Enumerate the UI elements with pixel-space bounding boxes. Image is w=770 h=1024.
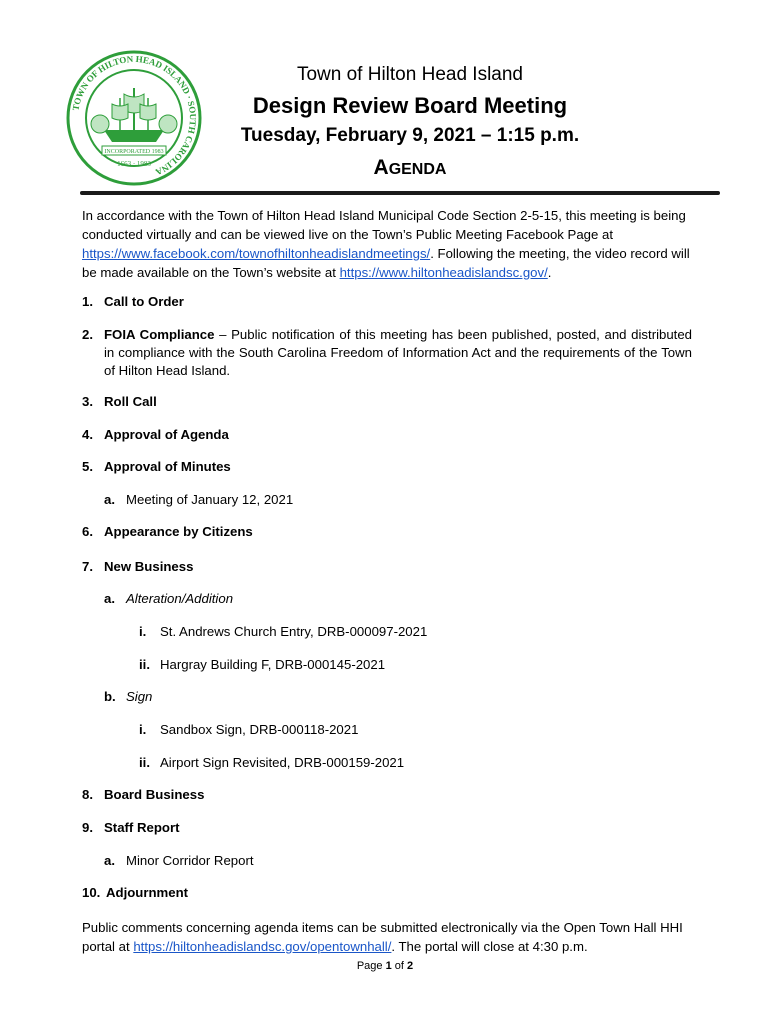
- agenda-item-7a-ii: [139, 656, 385, 674]
- item-label: Airport Sign Revisited, DRB-000159-2021: [160, 755, 405, 770]
- town-seal-icon: [64, 48, 204, 188]
- intro-text-1: In accordance with the Town of Hilton Head Island Municipal Code Section 2-5-15, this meeting is being conducted virtually and can be viewed live on the Town’s Public Meeting Facebook Page at: [82, 208, 686, 242]
- seal-banner: INCORPORATED 1983: [104, 149, 164, 155]
- agenda-item-9: [82, 819, 179, 837]
- item-label: Sign: [126, 689, 153, 704]
- agenda-item-7b: [104, 688, 152, 706]
- item-label: Adjournment: [106, 885, 189, 900]
- agenda-item-5a: [104, 491, 293, 509]
- header-divider: [80, 191, 720, 195]
- seal-ring-text: TOWN OF HILTON HEAD ISLAND · SOUTH CAROLINA: [70, 53, 199, 178]
- item-label: Roll Call: [104, 394, 157, 409]
- agenda-item-10: [82, 884, 188, 902]
- intro-paragraph: [82, 206, 702, 282]
- intro-text-2: . Following the meeting, the video record will be made available on the Town’s website at: [82, 246, 690, 280]
- item-number: i.: [139, 624, 147, 639]
- agenda-item-7a-i: [139, 623, 427, 641]
- agenda-item-6: [82, 523, 253, 541]
- item-label: Minor Corridor Report: [126, 853, 254, 868]
- agenda-item-8: [82, 786, 204, 804]
- item-number: 4.: [82, 427, 93, 442]
- item-label: Alteration/Addition: [126, 591, 234, 606]
- item-number: 1.: [82, 294, 93, 309]
- town-seal: [64, 48, 204, 188]
- footer-text-1: Public comments concerning agenda items can be submitted electronically via the Open Town Hall HHI portal at: [82, 920, 683, 954]
- item-label: St. Andrews Church Entry, DRB-000097-2021: [160, 624, 428, 639]
- item-label: FOIA Compliance: [104, 327, 215, 342]
- item-label: Approval of Agenda: [104, 427, 229, 442]
- agenda-item-7b-i: [139, 721, 358, 739]
- agenda-item-7: [82, 558, 193, 576]
- item-number: 10.: [82, 885, 101, 900]
- page-total: 2: [407, 960, 414, 972]
- agenda-cap: A: [373, 156, 389, 179]
- item-number: a.: [104, 492, 115, 507]
- agenda-item-7b-ii: [139, 754, 404, 772]
- item-number: b.: [104, 689, 116, 704]
- page-number: [0, 960, 770, 972]
- item-label: Appearance by Citizens: [104, 524, 253, 539]
- item-number: a.: [104, 853, 115, 868]
- agenda-item-3: [82, 393, 157, 411]
- intro-text-3: .: [547, 265, 552, 280]
- page-of: of: [391, 960, 408, 972]
- agenda-heading: [200, 156, 620, 180]
- item-number: 3.: [82, 394, 93, 409]
- public-comment-paragraph: [82, 918, 702, 956]
- item-label: Staff Report: [104, 820, 180, 835]
- agenda-item-7a: [104, 590, 233, 608]
- meeting-title: Design Review Board Meeting: [252, 93, 568, 118]
- item-label: New Business: [104, 559, 194, 574]
- item-label: Hargray Building F, DRB-000145-2021: [160, 657, 386, 672]
- item-body: – Public notification of this meeting has been published, posted, and distributed in compliance with the South Carolina Freedom of Information Act and the requirements of the Town of Hilton Head Island.: [104, 327, 693, 378]
- item-number: 2.: [82, 327, 93, 342]
- agenda-item-1: [82, 293, 184, 311]
- seal-dates: 1663 · 1983: [117, 160, 151, 168]
- item-label: Sandbox Sign, DRB-000118-2021: [160, 722, 359, 737]
- page-prefix: Page: [356, 960, 386, 972]
- facebook-link[interactable]: https://www.facebook.com/townofhiltonheadislandmeetings/: [82, 246, 431, 261]
- item-number: 9.: [82, 820, 93, 835]
- item-label: Approval of Minutes: [104, 459, 231, 474]
- item-number: ii.: [139, 657, 150, 672]
- open-town-hall-link[interactable]: https://hiltonheadislandsc.gov/opentownhall/: [133, 939, 392, 954]
- item-number: a.: [104, 591, 115, 606]
- footer-text-2: . The portal will close at 4:30 p.m.: [391, 939, 588, 954]
- agenda-item-4: [82, 426, 229, 444]
- item-number: ii.: [139, 755, 150, 770]
- website-link[interactable]: https://www.hiltonheadislandsc.gov/: [339, 265, 548, 280]
- item-number: i.: [139, 722, 147, 737]
- item-number: 6.: [82, 524, 93, 539]
- item-number: 7.: [82, 559, 93, 574]
- agenda-rest: GENDA: [388, 161, 447, 178]
- town-name: Town of Hilton Head Island: [296, 64, 523, 85]
- page-current: 1: [385, 960, 392, 972]
- meeting-date: Tuesday, February 9, 2021 – 1:15 p.m.: [240, 125, 580, 146]
- item-label: Board Business: [104, 787, 205, 802]
- item-label: Meeting of January 12, 2021: [126, 492, 294, 507]
- item-number: 5.: [82, 459, 93, 474]
- agenda-item-2: [82, 326, 692, 380]
- agenda-item-9a: [104, 852, 254, 870]
- item-number: 8.: [82, 787, 93, 802]
- agenda-item-5: [82, 458, 231, 476]
- item-label: Call to Order: [104, 294, 184, 309]
